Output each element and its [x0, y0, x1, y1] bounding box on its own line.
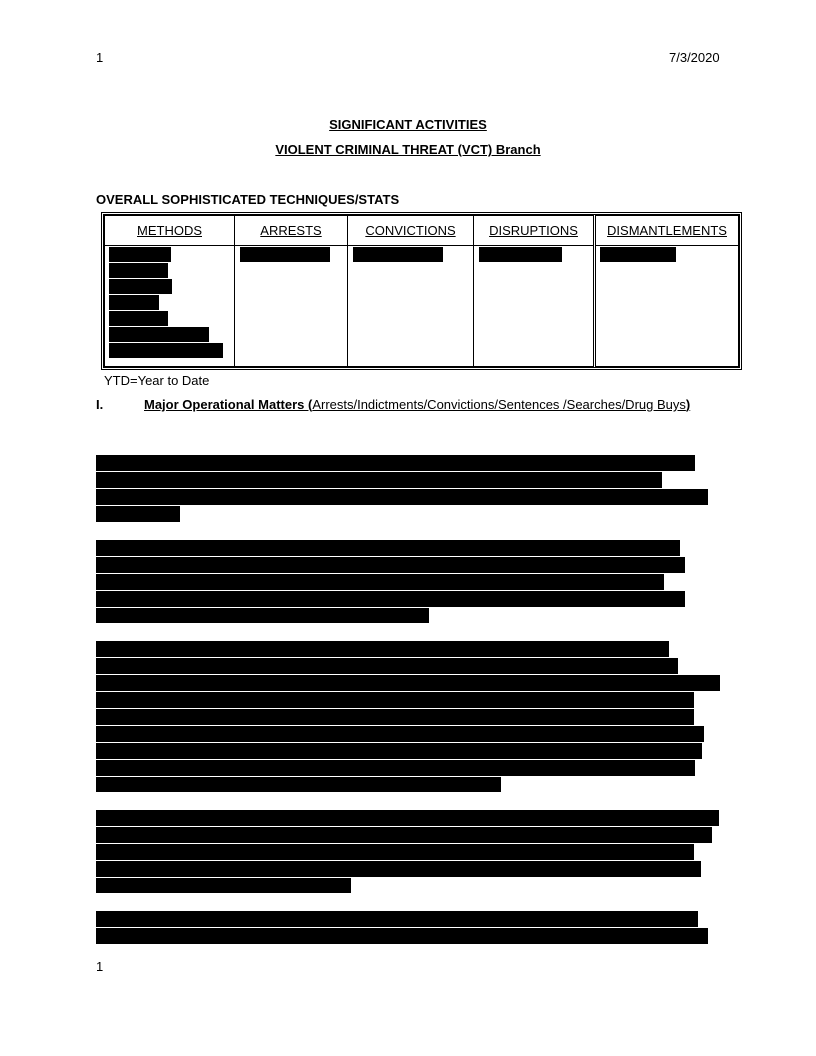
document-subtitle: VIOLENT CRIMINAL THREAT (VCT) Branch — [275, 142, 541, 157]
redaction-bar — [96, 844, 694, 860]
disruptions-cell — [474, 246, 595, 367]
redaction-bar — [96, 743, 702, 759]
redaction-bar — [96, 861, 701, 877]
column-header-dismantlements: DISMANTLEMENTS — [595, 216, 739, 246]
header-date: 7/3/2020 — [669, 50, 720, 65]
redaction-bar — [109, 247, 171, 262]
redaction-bar — [109, 263, 168, 278]
convictions-cell — [348, 246, 474, 367]
redaction-bar — [96, 574, 664, 590]
arrests-cell — [235, 246, 348, 367]
redaction-bar — [96, 928, 708, 944]
redaction-bar — [96, 591, 685, 607]
redaction-bar — [109, 327, 209, 342]
redaction-bar — [353, 247, 443, 262]
section-number: I. — [96, 397, 104, 412]
redaction-bar — [96, 608, 429, 623]
redaction-bar — [96, 777, 501, 792]
redaction-bar — [96, 760, 695, 776]
redaction-bar — [96, 540, 680, 556]
table-row — [105, 246, 739, 367]
column-header-methods: METHODS — [105, 216, 235, 246]
stats-table — [101, 212, 742, 370]
section-title-close: ) — [685, 397, 691, 412]
methods-cell — [105, 246, 235, 367]
redaction-bar — [96, 827, 712, 843]
table-header-row — [105, 216, 739, 246]
redaction-bar — [109, 343, 223, 358]
ytd-note: YTD=Year to Date — [104, 373, 210, 388]
redaction-bar — [96, 675, 720, 691]
column-header-arrests: ARRESTS — [235, 216, 348, 246]
redaction-bar — [96, 557, 685, 573]
redaction-bar — [96, 489, 708, 505]
column-header-disruptions: DISRUPTIONS — [474, 216, 595, 246]
redaction-bar — [109, 311, 168, 326]
redaction-bar — [96, 709, 694, 725]
redaction-bar — [109, 279, 172, 294]
section-title-bold: Major Operational Matters ( — [144, 397, 313, 412]
redaction-bar — [96, 692, 694, 708]
section-title-rest: Arrests/Indictments/Convictions/Sentences /Searches/Drug Buys — [312, 397, 686, 412]
header-page-number: 1 — [96, 50, 104, 65]
redaction-bar — [109, 295, 159, 310]
redaction-bar — [479, 247, 562, 262]
dismantlements-cell — [595, 246, 739, 367]
section-one-heading — [96, 397, 691, 412]
footer-page-number: 1 — [96, 959, 104, 974]
redaction-bar — [96, 911, 698, 927]
column-header-convictions: CONVICTIONS — [348, 216, 474, 246]
redaction-bar — [96, 455, 695, 471]
section-title — [144, 397, 690, 412]
redaction-bar — [240, 247, 330, 262]
redaction-bar — [96, 878, 351, 893]
redaction-bar — [600, 247, 676, 262]
redaction-bar — [96, 726, 704, 742]
redaction-bar — [96, 506, 180, 522]
section-heading: OVERALL SOPHISTICATED TECHNIQUES/STATS — [96, 192, 400, 207]
document-title: SIGNIFICANT ACTIVITIES — [329, 117, 487, 132]
redaction-bar — [96, 810, 719, 826]
redaction-bar — [96, 658, 678, 674]
redaction-bar — [96, 641, 669, 657]
redaction-bar — [96, 472, 662, 488]
